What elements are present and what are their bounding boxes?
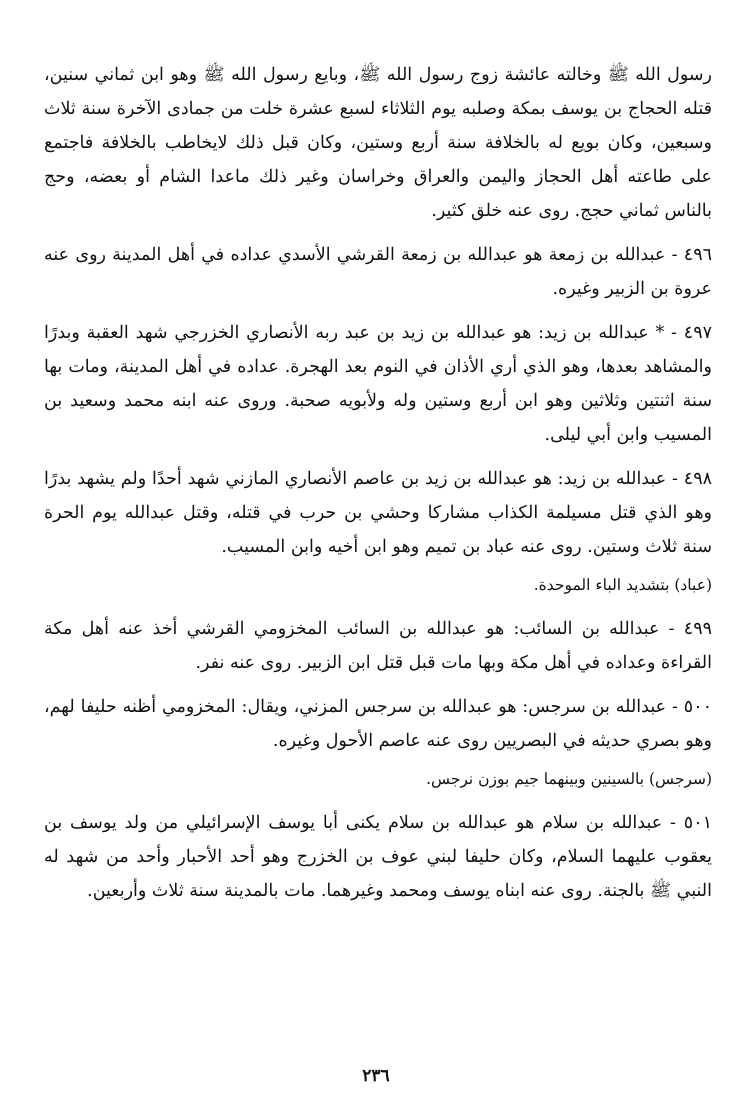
entry-501: ٥٠١ - عبدالله بن سلام هو عبدالله بن سلام يكنى أبا يوسف الإسرائيلي من ولد يوسف بن يعقوب عليهما السلام، وكان حليفا لبني عوف بن الخزرج وهو أحد الأحبار وأحد من شهد له النبي ﷺ بالجنة. روى عنه ابناه يوسف ومحمد وغيرهما. مات بالمدينة سنة ثلاث وأربعين. bbox=[44, 813, 712, 901]
page-number: ٢٣٦ bbox=[362, 1066, 390, 1086]
entry-497: ٤٩٧ - * عبدالله بن زيد: هو عبدالله بن زيد بن عبد ربه الأنصاري الخزرجي شهد العقبة وبدرًا والمشاهد بعدها، وهو الذي أري الأذان في النوم بعد الهجرة. عداده في أهل المدينة، ومات بها سنة اثنتين وثلاثين وهو ابن أربع وستين وله ولأبويه صحبة. وروى عنه ابنه محمد وسعيد بن المسيب وابن أبي ليلى. bbox=[44, 323, 712, 445]
note-500: (سرجس) بالسينين وبينهما جيم بوزن نرجس. bbox=[426, 770, 712, 788]
note-498: (عباد) بتشديد الباء الموحدة. bbox=[533, 576, 712, 594]
continuation-paragraph: رسول الله ﷺ وخالته عائشة زوج رسول الله ﷺ، وبايع رسول الله ﷺ وهو ابن ثماني سنين، قتله الحجاج بن يوسف بمكة وصلبه يوم الثلاثاء لسبع عشرة خلت من جمادى الآخرة سنة ثلاث وسبعين، وكان بويع له بالخلافة سنة أربع وستين، وكان قبل ذلك لايخاطب بالخلافة فاجتمع على طاعته أهل الحجاز واليمن والعراق وخراسان وغير ذلك ماعدا الشام أو بعضه، وحج بالناس ثماني حجج. روى عنه خلق كثير. bbox=[44, 65, 712, 221]
entry-500: ٥٠٠ - عبدالله بن سرجس: هو عبدالله بن سرجس المزني، ويقال: المخزومي أظنه حليفا لهم، وهو بصري حديثه في البصريين روى عنه عاصم الأحول وغيره. bbox=[44, 697, 712, 751]
entry-499: ٤٩٩ - عبدالله بن السائب: هو عبدالله بن السائب المخزومي القرشي أخذ عنه أهل مكة القراءة وعداده في أهل مكة وبها مات قبل قتل ابن الزبير. روى عنه نفر. bbox=[44, 619, 712, 673]
entry-498: ٤٩٨ - عبدالله بن زيد: هو عبدالله بن زيد بن عاصم الأنصاري المازني شهد أحدًا ولم يشهد بدرًا وهو الذي قتل مسيلمة الكذاب مشاركا وحشي بن حرب في قتله، وقتل عبدالله يوم الحرة سنة ثلاث وستين. روى عنه عباد بن تميم وهو ابن أخيه وابن المسيب. bbox=[44, 469, 712, 557]
entry-496: ٤٩٦ - عبدالله بن زمعة هو عبدالله بن زمعة القرشي الأسدي عداده في أهل المدينة روى عنه عروة بن الزبير وغيره. bbox=[44, 245, 712, 299]
